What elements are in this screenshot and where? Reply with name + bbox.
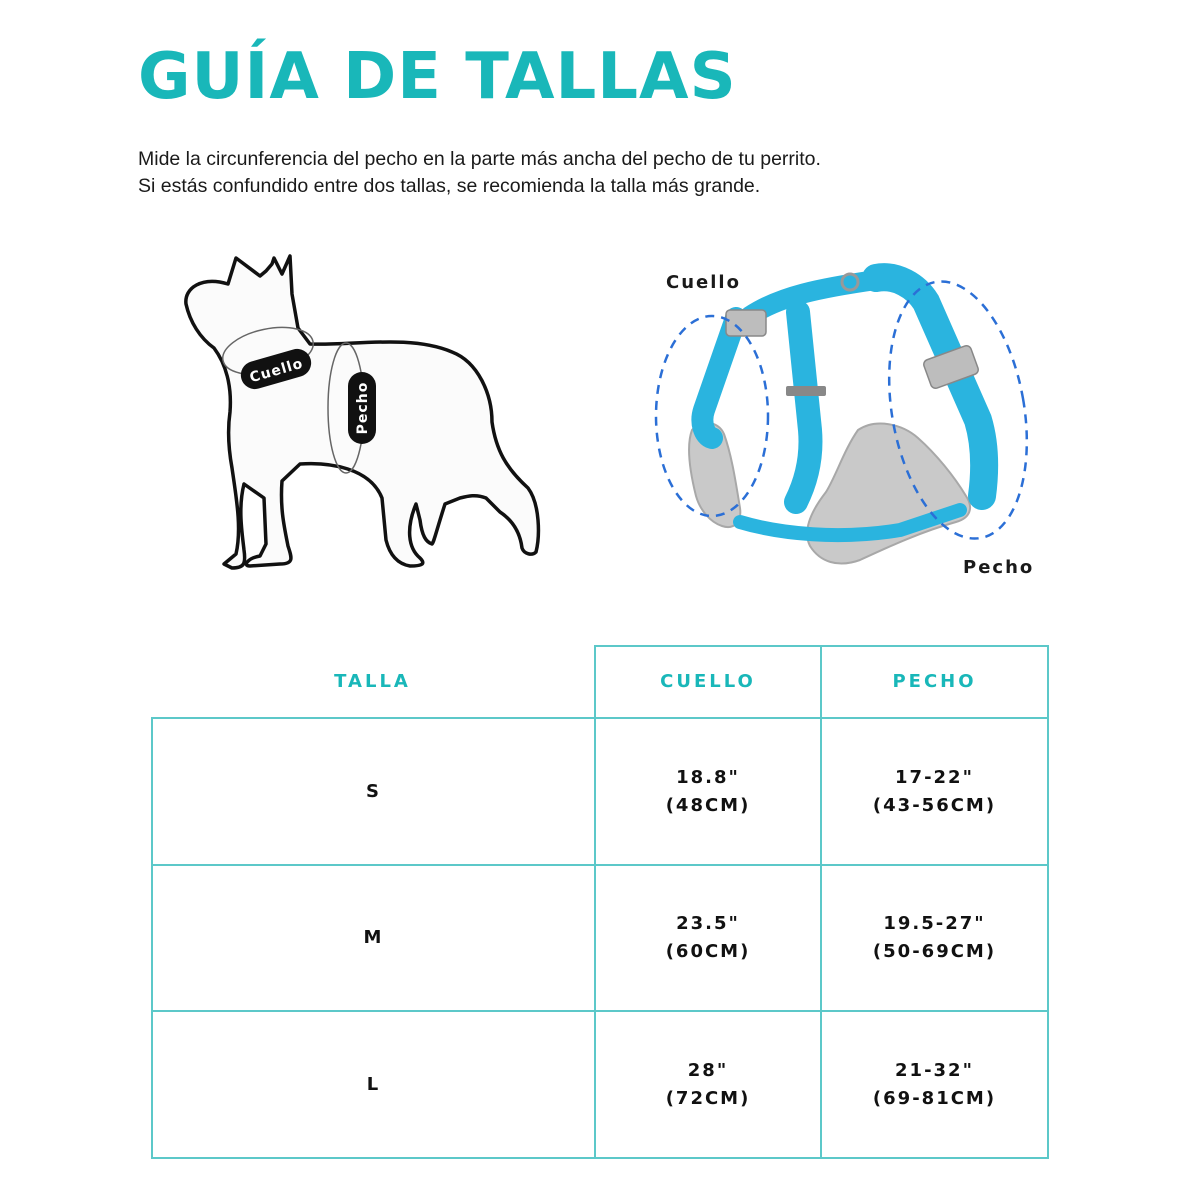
harness-neck-buckle (726, 310, 766, 336)
chest-inches: 21-32" (895, 1059, 974, 1081)
neck-cm: (60CM) (665, 941, 751, 962)
harness-slider (786, 386, 826, 396)
chest-cm: (50-69CM) (872, 941, 997, 962)
dog-measurement-illustration (170, 236, 570, 596)
neck-inches: 28" (687, 1059, 729, 1081)
page-title: GUÍA DE TALLAS (138, 40, 737, 114)
neck-cell-l (596, 1012, 820, 1157)
neck-cm: (72CM) (665, 1087, 751, 1109)
intro-line-1: Mide la circunferencia del pecho en la parte más ancha del pecho de tu perrito. (138, 148, 821, 170)
size-table (151, 645, 1049, 1159)
header-talla: TALLA (334, 670, 411, 692)
harness-chest-pad (807, 424, 970, 564)
neck-inches: 18.8" (676, 766, 740, 788)
chest-inches: 17-22" (895, 766, 974, 788)
svg-text:Pecho: Pecho (355, 381, 371, 435)
size-cell-l: L (366, 1073, 381, 1095)
chest-cell-m (822, 866, 1047, 1010)
neck-cell-s (596, 719, 820, 864)
header-cuello: CUELLO (660, 670, 756, 692)
neck-cell-m (596, 866, 820, 1010)
chest-tag (348, 372, 376, 444)
intro-line-2: Si estás confundido entre dos tallas, se recomienda la talla más grande. (138, 175, 761, 197)
chest-cm: (69-81CM) (872, 1087, 997, 1109)
size-cell-s: S (366, 780, 381, 802)
table-line (151, 1157, 1049, 1159)
harness-chest-label: Pecho (963, 557, 1035, 578)
intro-text (138, 146, 1118, 200)
size-cell-m: M (363, 927, 384, 948)
chest-cell-l (822, 1012, 1047, 1157)
neck-inches: 23.5" (676, 913, 740, 934)
svg-text:Cuello: Cuello (247, 355, 306, 387)
chest-inches: 19.5-27" (883, 913, 986, 934)
neck-cm: (48CM) (665, 794, 751, 816)
table-line (1047, 645, 1049, 1159)
harness-neck-label: Cuello (666, 272, 741, 293)
harness-center-strap (796, 312, 810, 502)
chest-cm: (43-56CM) (872, 794, 997, 816)
header-pecho: PECHO (892, 670, 977, 692)
chest-cell-s (822, 719, 1047, 864)
